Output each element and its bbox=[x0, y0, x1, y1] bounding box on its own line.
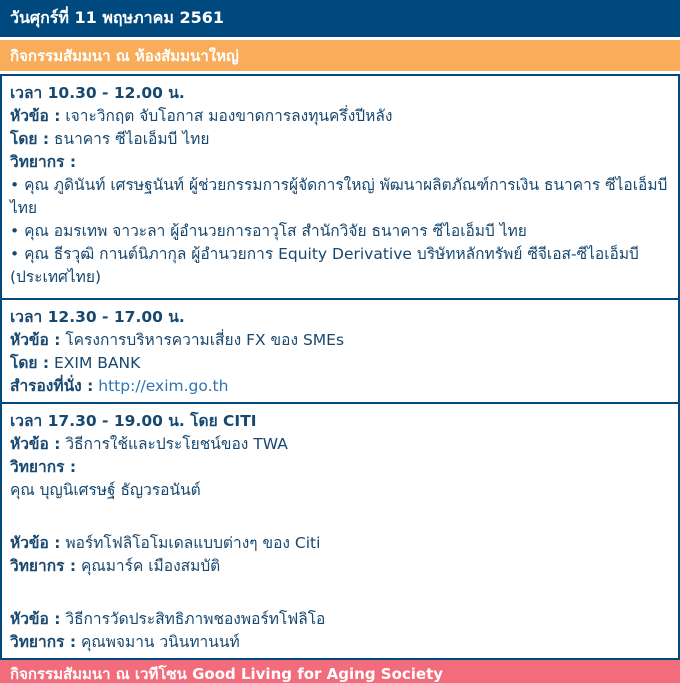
time-label: เวลา bbox=[10, 412, 43, 430]
organizer-label: โดย : bbox=[10, 354, 50, 372]
speaker-item bbox=[10, 174, 670, 220]
session-time-line bbox=[10, 410, 670, 433]
session-time-line bbox=[10, 306, 670, 329]
reservation-link[interactable]: http://exim.go.th bbox=[98, 377, 229, 395]
time-value: 10.30 - 12.00 น. bbox=[47, 84, 185, 102]
topic-label: หัวข้อ : bbox=[10, 107, 61, 125]
organizer-value: ธนาคาร ซีไอเอ็มบี ไทย bbox=[54, 130, 210, 148]
organizer-value: EXIM BANK bbox=[54, 354, 141, 372]
speaker-name: คุณมาร์ค เมืองสมบัติ bbox=[80, 557, 221, 575]
session-time-line bbox=[10, 82, 670, 105]
session-topic-line bbox=[10, 532, 670, 555]
speakers-label: วิทยากร : bbox=[10, 557, 77, 575]
time-label: เวลา bbox=[10, 308, 43, 326]
date-header-bar bbox=[0, 0, 680, 37]
session-organizer-line bbox=[10, 128, 670, 151]
session-1-panel bbox=[0, 74, 680, 298]
bullet-icon: • bbox=[10, 176, 20, 194]
venue-main-hall-text: กิจกรรมสัมมนา ณ ห้องสัมมนาใหญ่ bbox=[10, 46, 239, 65]
speaker-line bbox=[10, 555, 670, 578]
session-topic-line bbox=[10, 433, 670, 456]
topic-value: เจาะวิกฤต จับโอกาส มองขาดการลงทุนครึ่งปีหลัง bbox=[65, 107, 393, 125]
speakers-heading bbox=[10, 456, 670, 479]
topic-label: หัวข้อ : bbox=[10, 435, 61, 453]
bullet-icon: • bbox=[10, 245, 20, 263]
topic-label: หัวข้อ : bbox=[10, 610, 61, 628]
date-header-text: วันศุกร์ที่ 11 พฤษภาคม 2561 bbox=[10, 8, 224, 27]
venue-header-aging-zone bbox=[0, 660, 680, 683]
session-2-panel bbox=[0, 298, 680, 402]
session-topic-line bbox=[10, 329, 670, 352]
reservation-label: สำรองที่นั่ง : bbox=[10, 377, 94, 395]
speaker-name: คุณ บุญนิเศรษฐ์ ธัญวรอนันต์ bbox=[10, 481, 201, 499]
spacer bbox=[10, 578, 670, 608]
speaker-name: คุณ ภูดินันท์ เศรษฐนันท์ ผู้ช่วยกรรมการผู้จัดการใหญ่ พัฒนาผลิตภัณฑ์การเงิน ธนาคาร ซีไอเอ็มบี ไทย bbox=[10, 176, 668, 217]
session-topic-line bbox=[10, 608, 670, 631]
speakers-label: วิทยากร : bbox=[10, 633, 77, 651]
session-3-panel bbox=[0, 402, 680, 660]
time-value: 12.30 - 17.00 น. bbox=[47, 308, 185, 326]
speaker-line bbox=[10, 631, 670, 654]
speaker-item bbox=[10, 243, 670, 289]
venue-aging-zone-text: กิจกรรมสัมมนา ณ เวทีโซน Good Living for Aging Society bbox=[10, 664, 444, 683]
speaker-name: คุณ ธีรวุฒิ กานต์นิภากุล ผู้อำนวยการ Equity Derivative บริษัทหลักทรัพย์ ซีจีเอส-ซีไอเอ็มบี (ประเทศไทย) bbox=[10, 245, 639, 286]
bullet-icon: • bbox=[10, 222, 20, 240]
speakers-heading bbox=[10, 151, 670, 174]
topic-value: พอร์ทโฟลิโอโมเดลแบบต่างๆ ของ Citi bbox=[65, 534, 321, 552]
time-value: 17.30 - 19.00 น. โดย CITI bbox=[47, 412, 257, 430]
speaker-item bbox=[10, 220, 670, 243]
speaker-name-line bbox=[10, 479, 670, 502]
reservation-line bbox=[10, 375, 670, 398]
time-label: เวลา bbox=[10, 84, 43, 102]
topic-label: หัวข้อ : bbox=[10, 534, 61, 552]
topic-value: วิธีการวัดประสิทธิภาพชองพอร์ทโฟลิโอ bbox=[65, 610, 326, 628]
topic-value: วิธีการใช้และประโยชน์ของ TWA bbox=[65, 435, 288, 453]
topic-label: หัวข้อ : bbox=[10, 331, 61, 349]
organizer-label: โดย : bbox=[10, 130, 50, 148]
session-organizer-line bbox=[10, 352, 670, 375]
topic-value: โครงการบริหารความเสี่ยง FX ของ SMEs bbox=[65, 331, 345, 349]
speakers-label: วิทยากร : bbox=[10, 153, 77, 171]
speaker-name: คุณ อมรเทพ จาวะลา ผู้อำนวยการอาวุโส สำนักวิจัย ธนาคาร ซีไอเอ็มบี ไทย bbox=[24, 222, 527, 240]
spacer bbox=[10, 502, 670, 532]
venue-header-main-hall bbox=[0, 40, 680, 71]
speakers-label: วิทยากร : bbox=[10, 458, 77, 476]
session-topic-line bbox=[10, 105, 670, 128]
speaker-name: คุณพจมาน วนินทานนท์ bbox=[80, 633, 240, 651]
